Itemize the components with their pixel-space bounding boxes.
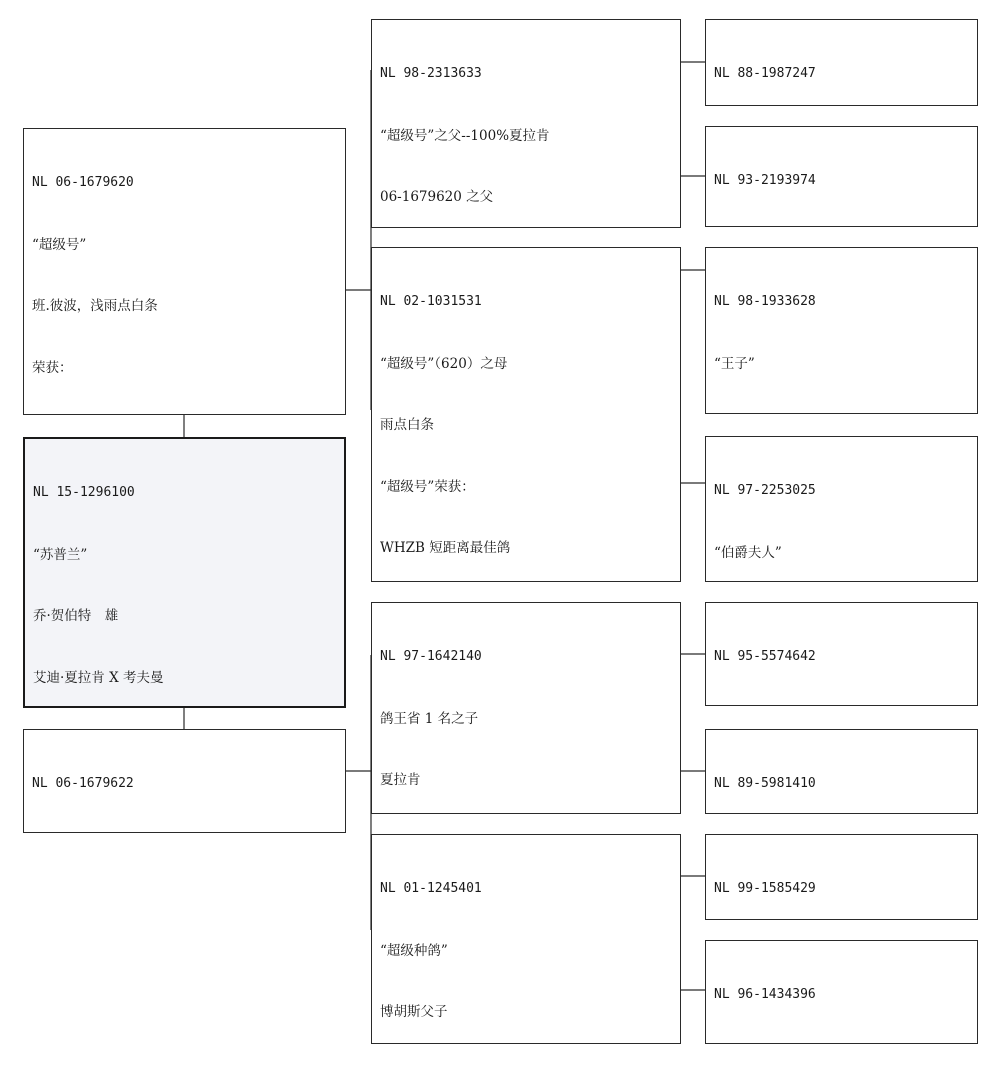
ring-number: NL 95-5574642 [714,649,816,664]
pedigree-line: 乔·贺伯特 雄 [33,608,119,624]
sire-sire-card [371,19,681,228]
pedigree-line: “伯爵夫人” [714,544,782,561]
great-grandparent-card-5 [705,602,978,706]
ring-number: NL 88-1987247 [714,66,816,81]
dam-sire-card [371,602,681,814]
pedigree-line: 博胡斯父子 [380,1004,448,1020]
pedigree-line: WHZB 短距离最佳鸽 [380,540,511,556]
ring-number: NL 01-1245401 [380,881,482,896]
pedigree-line: “王子” [714,355,755,372]
pedigree-line: “苏普兰” [33,546,88,563]
great-grandparent-card-1 [705,19,978,106]
pedigree-line: “超级种鸽” [380,942,448,959]
pedigree-line: 艾迪·夏拉肯 X 考夫曼 [33,669,164,686]
great-grandparent-card-3 [705,247,978,414]
great-grandparent-card-7 [705,834,978,920]
ring-number: NL 97-2253025 [714,483,816,498]
ring-number: NL 06-1679620 [32,175,134,190]
pedigree-line: 06-1679620 之父 [380,189,494,205]
ring-number: NL 97-1642140 [380,649,482,664]
ring-number: NL 98-2313633 [380,66,482,81]
pedigree-line: “超级号” [32,236,87,253]
pedigree-line: 雨点白条 [380,417,434,433]
pedigree-line: 夏拉肯 [380,772,421,788]
ring-number: NL 89-5981410 [714,776,816,791]
pedigree-line: 班.彼波，浅雨点白条 [32,298,158,314]
pedigree-line: 荣获： [32,359,73,376]
ring-number: NL 06-1679622 [32,776,134,791]
pedigree-line: “超级号”之父--100%夏拉肯 [380,127,550,144]
ring-number: NL 15-1296100 [33,485,135,500]
dam-card [23,729,346,833]
ring-number: NL 93-2193974 [714,173,816,188]
ring-number: NL 98-1933628 [714,294,816,309]
great-grandparent-card-8 [705,940,978,1044]
great-grandparent-card-2 [705,126,978,227]
great-grandparent-card-4 [705,436,978,582]
sire-dam-card [371,247,681,582]
ring-number: NL 02-1031531 [380,294,482,309]
pedigree-line: “超级号”（620）之母 [380,355,508,372]
pedigree-line: “超级号”荣获： [380,478,475,495]
ring-number: NL 99-1585429 [714,881,816,896]
pedigree-line: 鸽王省 1 名之子 [380,710,479,727]
dam-dam-card [371,834,681,1044]
subject-card [23,437,346,708]
great-grandparent-card-6 [705,729,978,814]
sire-card [23,128,346,415]
ring-number: NL 96-1434396 [714,987,816,1002]
